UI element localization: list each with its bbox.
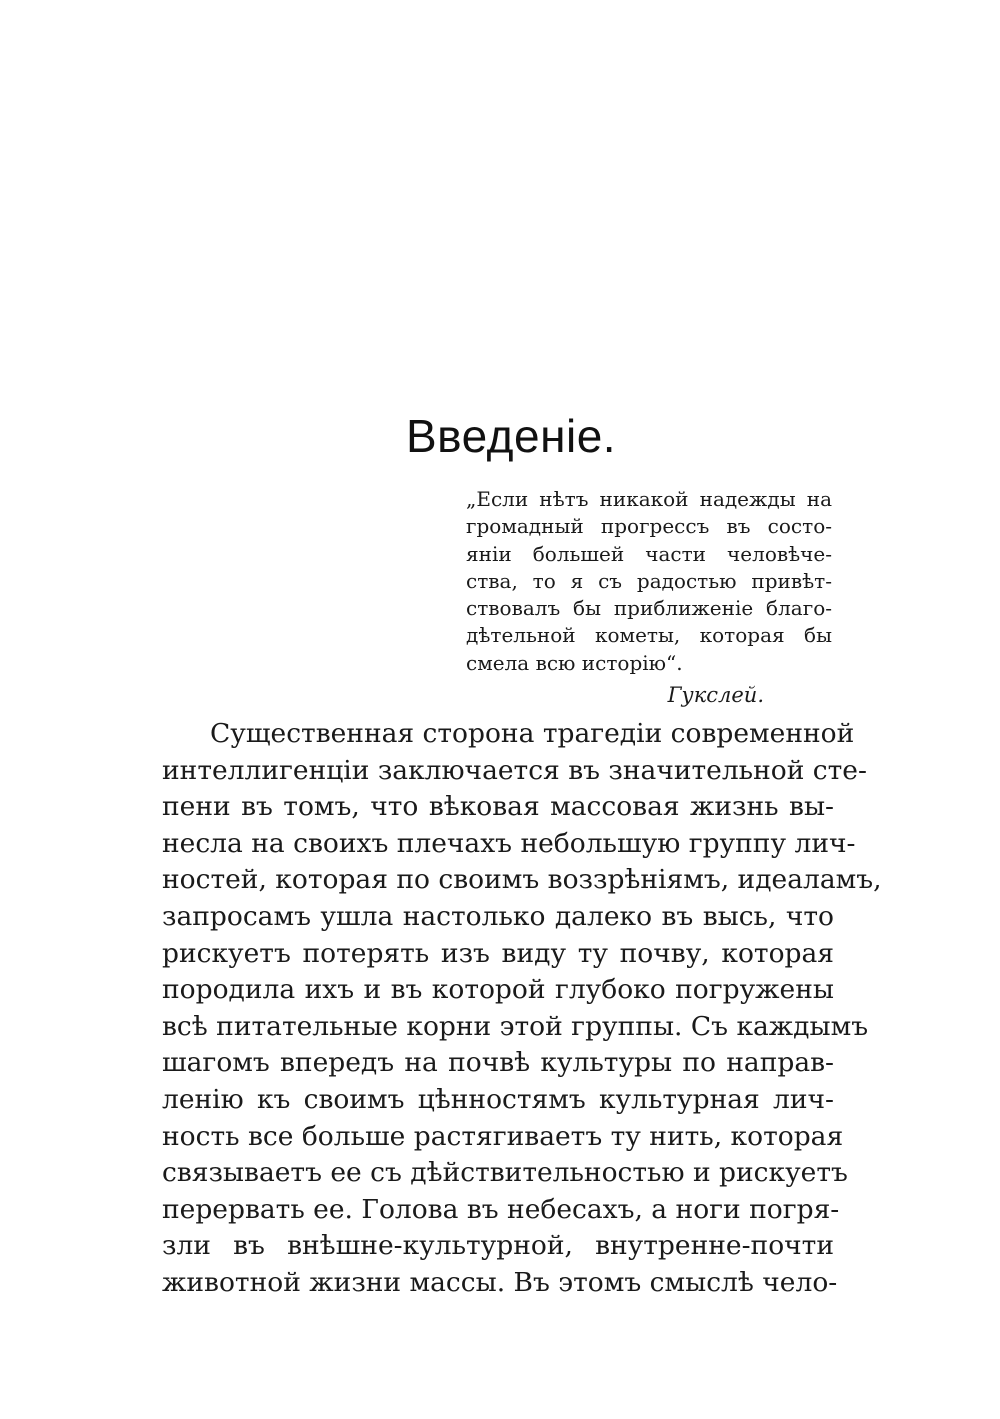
body-line: ностей, которая по своимъ воззрѣніямъ, идеаламъ, bbox=[162, 864, 882, 896]
body-paragraph bbox=[162, 716, 882, 1302]
body-line: породила ихъ и въ которой глубоко погружены bbox=[162, 974, 834, 1006]
epigraph-line: ства, то я съ радостью привѣт- bbox=[466, 568, 832, 593]
body-line: интеллигенціи заключается въ значительной сте- bbox=[162, 754, 867, 786]
epigraph-line: яніи большей части человѣче- bbox=[466, 541, 832, 566]
body-line: пени въ томъ, что вѣковая массовая жизнь вы- bbox=[162, 791, 834, 823]
body-line: зли въ внѣшне-культурной, внутренне-почти bbox=[162, 1230, 834, 1262]
body-line: всѣ питательные корни этой группы. Съ каждымъ bbox=[162, 1010, 869, 1042]
epigraph bbox=[466, 486, 832, 708]
chapter-title: Введеніе. bbox=[406, 410, 617, 462]
epigraph-line: ствовалъ бы приближеніе благо- bbox=[466, 596, 832, 621]
body-line: рискуетъ потерять изъ виду ту почву, которая bbox=[162, 937, 834, 969]
body-line: Существенная сторона трагедіи современной bbox=[210, 718, 855, 749]
epigraph-line: дѣтельной кометы, которая бы bbox=[466, 623, 832, 648]
body-line: шагомъ впередъ на почвѣ культуры по направ- bbox=[162, 1047, 834, 1079]
epigraph-author: Гукслей. bbox=[667, 683, 764, 708]
body-line: животной жизни массы. Въ этомъ смыслѣ чело- bbox=[162, 1266, 838, 1298]
epigraph-line: смела всю исторію“. bbox=[466, 650, 683, 675]
body-line: ленію къ своимъ цѣнностямъ культурная лич- bbox=[162, 1083, 834, 1115]
body-line: связываетъ ее съ дѣйствительностью и рискуетъ bbox=[162, 1157, 848, 1189]
body-line: перервать ее. Голова въ небесахъ, а ноги погря- bbox=[162, 1193, 840, 1225]
body-line: несла на своихъ плечахъ небольшую группу лич- bbox=[162, 827, 856, 859]
body-line: запросамъ ушла настолько далеко въ высь, что bbox=[162, 900, 834, 932]
body-line: ность все больше растягиваетъ ту нить, которая bbox=[162, 1120, 844, 1152]
epigraph-line: громадный прогрессъ въ состо- bbox=[466, 514, 832, 539]
epigraph-line: „Если нѣтъ никакой надежды на bbox=[466, 487, 832, 511]
